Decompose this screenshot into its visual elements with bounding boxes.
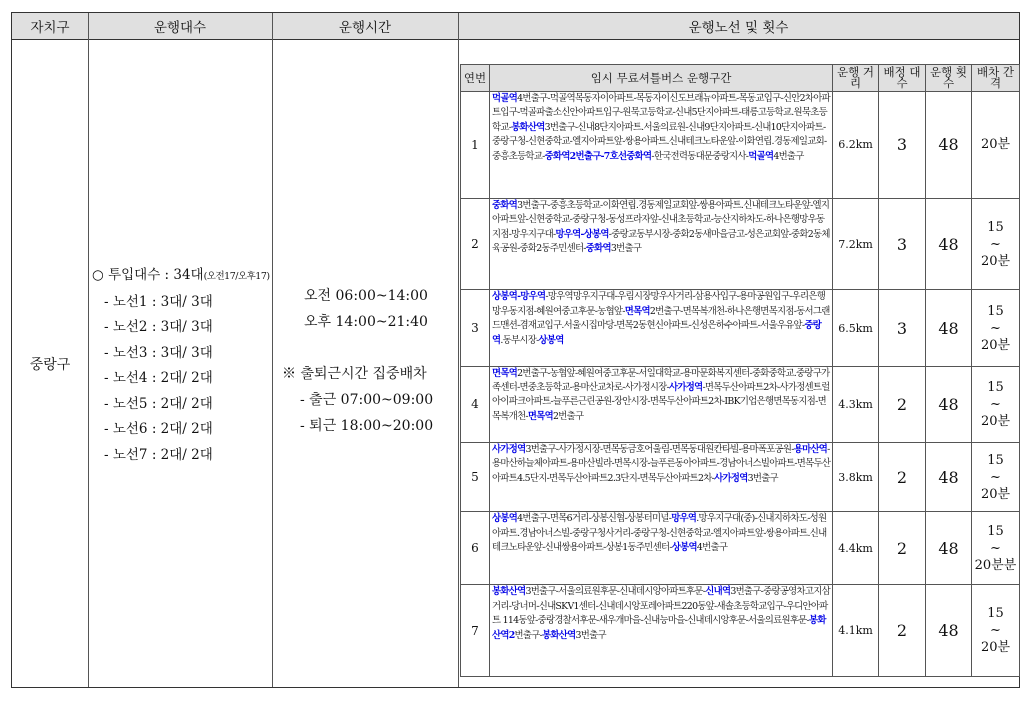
header-routes: 운행노선 및 횟수 (458, 13, 1019, 40)
station-name: 먹골역 (748, 150, 774, 162)
route-trips: 48 (926, 92, 972, 199)
route-stops: 번출구- (514, 629, 543, 641)
route-stops: .동부시장- (500, 334, 539, 346)
route-buses: 3 (879, 92, 926, 199)
route-stops: -용마산하늘체아파트-용마산빌라-면목시장-늘푸른동아아파트-경남아너스빌아파트-면목두산아파트4.5단지-면목두산아파트2.3단지-면목두산아파트2차- (492, 443, 831, 484)
fleet-line-3: - 노선3 : 3대/ 3대 (104, 344, 213, 361)
route-stops: 4번출구-먹골역목동자이아파트-목동자이신도브래뉴아파트-목동교입구-신안2차아파트입구-먹골파출소신안아파트입구-원묵고등학교-신내5단지아파트-태릉고등학교.원묵초등학교- (492, 93, 830, 133)
route-stops: 3번출구-사가정시장-면목동금호어울림-면목동대원칸타빌-용마폭포공원- (525, 443, 794, 455)
interval-line: ~ (990, 396, 1001, 412)
route-stops: 4번출구 (773, 150, 804, 162)
interval-line: 15 (987, 219, 1004, 235)
route-rows (461, 92, 1020, 677)
interval-line: 15 (987, 379, 1004, 395)
commute-out: - 퇴근 18:00~20:00 (300, 418, 434, 434)
station-name: 봉화산역2 (492, 615, 826, 641)
route-distance: 6.5km (833, 290, 879, 366)
station-name: 상봉역 (671, 541, 697, 553)
column-divider (88, 13, 89, 687)
fleet-total-split: (오전17/오후17) (203, 271, 270, 282)
route-stops: 2번출구-농협앞-혜원여중고후문-서일대학교-용마문화복지센터-중화중학교.중랑구가족센터-면중초등학교-용마산교차로-사가정시장- (492, 367, 830, 394)
column-divider (272, 13, 273, 687)
col-no: 연번 (461, 65, 490, 92)
fleet-line-list (92, 290, 270, 469)
route-trips: 48 (926, 366, 972, 442)
route-path (490, 585, 833, 677)
route-trips: 48 (926, 198, 972, 290)
route-trips: 48 (926, 442, 972, 511)
station-name: 상봉역 (492, 513, 518, 525)
route-distance: 7.2km (833, 198, 879, 290)
route-number: 7 (461, 585, 490, 677)
route-number: 4 (461, 366, 490, 442)
fleet-line-1: - 노선1 : 3대/ 3대 (104, 293, 213, 310)
interval-line: 20분 (980, 640, 1011, 656)
route-path (490, 92, 833, 199)
district-name: 중랑구 (29, 356, 71, 373)
route-interval (972, 585, 1020, 677)
route-number: 1 (461, 92, 490, 199)
route-stops: 3번출구-중랑공영차고지삼거리-당너머-신내SKV1센터-신내데시앙포레아파트220동앞-새솔초등학교입구-우디안아파트 114동앞-중랑경찰서후문-새우개마을-신내능마을-신내데시앙후문-서울의료원후문- (492, 586, 830, 627)
route-row (461, 442, 1020, 511)
route-stops: 3번출구 (610, 243, 642, 255)
station-name: 봉화산역 (542, 629, 576, 641)
col-interval: 배차 간격 (972, 65, 1020, 92)
peak-note: ※ 출퇴근시간 집중배차 (282, 366, 427, 382)
route-buses: 3 (879, 290, 926, 366)
fleet-line-4: - 노선4 : 2대/ 2대 (104, 370, 213, 386)
col-buses: 배정 대수 (879, 65, 926, 92)
header-district: 자치구 (12, 13, 88, 40)
route-row (461, 585, 1020, 677)
station-name: 용마산역 (793, 443, 828, 455)
route-stops: -한국전력동대문중랑지사- (651, 150, 749, 162)
route-table-header (461, 65, 1020, 92)
route-trips: 48 (926, 290, 972, 366)
interval-line: 15 (987, 303, 1004, 319)
interval-line: 20분분 (974, 557, 1017, 573)
station-name: 사가정역 (714, 472, 748, 484)
station-name: 중화역2번출구-7호선중화역 (544, 150, 652, 162)
interval-line: ~ (990, 236, 1001, 252)
fleet-line-7: - 노선7 : 2대/ 2대 (104, 446, 213, 463)
route-number: 6 (461, 512, 490, 585)
interval-line: 20분 (980, 413, 1011, 429)
route-interval (972, 442, 1020, 511)
col-trips: 운행 횟수 (926, 65, 972, 92)
route-stops: -망우역망우지구대-우림시장망우사거리-삼용사입구-용마공원입구-우리은행망우동지점-혜원여중고후문-농협앞- (492, 291, 826, 317)
route-distance: 3.8km (833, 442, 879, 511)
route-row (461, 92, 1020, 199)
interval-line: 20분 (980, 486, 1011, 502)
route-row (461, 512, 1020, 585)
spacer (274, 335, 458, 361)
route-row (461, 290, 1020, 366)
route-stops: 3번출구-신내8단지아파트.서울의료원-신내9단지아파트-신내10단지아파트-중랑구청-신현중학교-엘지아파트앞-쌍용아파트.신내테크노타운앞-이화연립.경동제일교회-중흥초등학교- (492, 121, 827, 162)
route-interval (972, 198, 1020, 290)
interval-line: ~ (990, 623, 1001, 639)
route-path (490, 512, 833, 585)
route-stops: -면목두산아파트2차-사가정센트럴아이파크아파트-늘푸른근린공원-장안시장-면목두산아파트2차-IBK기업은행면목동지점-면목복개천- (492, 382, 830, 422)
route-interval (972, 512, 1020, 585)
route-stops: 2번출구 (552, 410, 584, 422)
route-buses: 2 (879, 512, 926, 585)
station-name: 망우역-상봉역 (555, 228, 609, 240)
route-stops: 4번출구 (696, 541, 728, 553)
fleet-line-2: - 노선2 : 3대/ 3대 (104, 319, 213, 335)
interval-line: ~ (990, 469, 1001, 485)
station-name: 사가정역 (492, 443, 526, 455)
route-table (460, 64, 1020, 677)
station-name: 봉화산역 (511, 121, 545, 133)
route-distance: 4.3km (833, 366, 879, 442)
route-number: 3 (461, 290, 490, 366)
station-name: 중화역 (585, 243, 611, 255)
route-row (461, 198, 1020, 290)
route-interval (972, 290, 1020, 366)
route-stops: 3번출구-서울의료원후문-신내데시앙아파트후문- (525, 586, 706, 598)
route-stops: 3번출구-중흥초등학교-이화연립.경동제일교회앞-쌍용아파트.신내테크노타운앞-엘지아파트앞-신현중학교-중랑구청-동성프라자앞-신내초등학교-능산지하차도-하나은행망우동지점-망우지구대- (492, 199, 830, 240)
fleet-line-6: - 노선6 : 2대/ 2대 (104, 421, 213, 437)
station-name: 면목역 (624, 305, 650, 317)
station-name: 신내역 (705, 586, 731, 598)
station-name: 면목역 (527, 410, 553, 422)
route-path (490, 366, 833, 442)
station-name: 면목역 (492, 367, 518, 379)
station-name: 상봉역 (538, 334, 564, 346)
header-fleet: 운행대수 (88, 13, 272, 40)
route-buses: 2 (879, 585, 926, 677)
route-distance: 4.4km (833, 512, 879, 585)
route-interval (972, 92, 1020, 199)
shuttle-schedule-table (11, 12, 1020, 688)
route-stops: 4번출구-면목6거리-상봉신협-상봉터미널- (517, 513, 672, 525)
column-divider (458, 13, 459, 687)
fleet-total (92, 263, 270, 290)
route-interval (972, 366, 1020, 442)
route-trips: 48 (926, 512, 972, 585)
interval-line: 15 (987, 452, 1004, 468)
fleet-summary (92, 263, 270, 468)
route-path (490, 290, 833, 366)
interval-line: 20분 (980, 337, 1011, 353)
fleet-total-text: ○ 투입대수 : 34대 (92, 267, 204, 283)
route-buses: 2 (879, 366, 926, 442)
route-distance: 4.1km (833, 585, 879, 677)
hours-pm: 오후 14:00~21:40 (304, 314, 428, 330)
route-trips: 48 (926, 585, 972, 677)
operating-hours (274, 283, 458, 439)
col-route: 임시 무료셔틀버스 운행구간 (490, 65, 833, 92)
route-stops: 3번출구 (747, 472, 778, 484)
route-row (461, 366, 1020, 442)
hours-am: 오전 06:00~14:00 (304, 288, 428, 304)
route-number: 5 (461, 442, 490, 511)
interval-line: 20분 (980, 253, 1011, 269)
interval-line: ~ (990, 540, 1001, 556)
fleet-line-5: - 노선5 : 2대/ 2대 (104, 395, 213, 412)
station-name: 사가정역 (669, 382, 703, 394)
station-name: 봉화산역 (492, 586, 526, 598)
interval-line: ~ (990, 320, 1001, 336)
route-path (490, 442, 833, 511)
interval-line: 15 (987, 606, 1004, 622)
route-distance: 6.2km (833, 92, 879, 199)
station-name: 상봉역-망우역 (492, 291, 546, 303)
commute-in: - 출근 07:00~09:00 (300, 392, 434, 408)
station-name: 먹골역 (492, 93, 518, 104)
station-name: 망우역 (671, 513, 697, 525)
route-stops: 2번출구-면목복개천-하나은행면목지점-동서그랜드맨션-겸재교입구.서울시집마당-면목2동현신아파트-신성은하수아파트-서울우유앞- (492, 305, 830, 332)
route-buses: 2 (879, 442, 926, 511)
header-hours: 운행시간 (272, 13, 458, 40)
route-path (490, 198, 833, 290)
route-number: 2 (461, 198, 490, 290)
interval-line: 20분 (980, 137, 1011, 153)
route-stops: .망우지구대(중)-신내지하차도-성원아파트.경남아너스빌-중랑구청사거리-중랑구청-신현중학교-엘지아파트앞-쌍용아파트.신내테크노타운앞-신내쌍용아파트-상봉1동주민센터- (492, 513, 827, 553)
route-stops: 3번출구 (575, 629, 606, 641)
station-name: 중화역 (492, 199, 518, 211)
interval-line: 15 (987, 523, 1004, 539)
col-distance: 운행 거리 (833, 65, 879, 92)
route-stops: -중랑교동부시장-중화2동새마을금고-성은교회앞-중화2동체육공원-중화2동주민센터- (492, 228, 830, 255)
route-buses: 3 (879, 198, 926, 290)
station-name: 중랑역 (492, 320, 822, 346)
